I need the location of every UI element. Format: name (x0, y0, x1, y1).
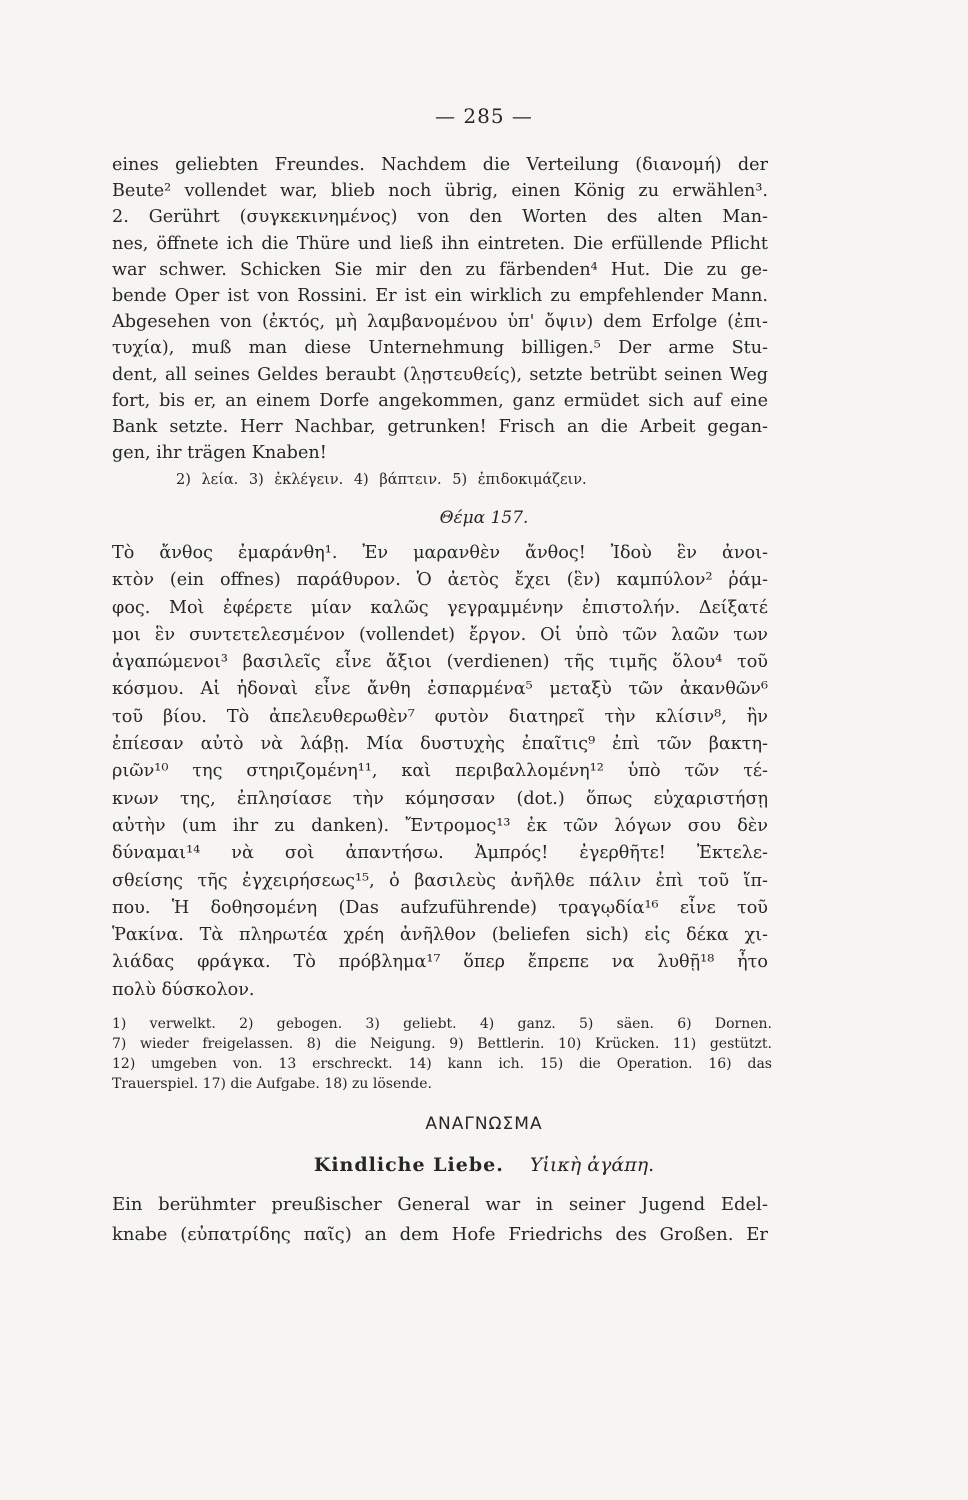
text-line: gen, ihr trägen Knaben! (112, 443, 327, 464)
text-line: war schwer. Schicken Sie mir den zu färbenden⁴ Hut. Die zu ge- (112, 259, 768, 280)
text-line: λιάδας φράγκα. Τὸ πρόβλημα¹⁷ ὅπερ ἔπρεπε να λυθῇ¹⁸ ἦτο (112, 952, 768, 973)
text-line: τυχία), muß man diese Unternehmung billigen.⁵ Der arme Stu- (112, 338, 768, 359)
text-line: bende Oper ist von Rossini. Er ist ein wirklich zu empfehlender Mann. (112, 286, 768, 307)
text-line: κόσμου. Αἱ ἡδοναὶ εἶνε ἄνθη ἐσπαρμένα⁵ μεταξὺ τῶν ἀκανθῶν⁶ (112, 679, 768, 700)
text-line: dent, all seines Geldes beraubt (λῃστευθείς), setzte betrübt seinen Weg (112, 364, 768, 385)
text-line: Bank setzte. Herr Nachbar, getrunken! Frisch an die Arbeit gegan- (112, 417, 768, 438)
text-line: Τὸ ἄνθος ἐμαράνθη¹. Ἐν μαρανθὲν ἄνθος! Ἰδοὺ ἓν ἀνοι- (112, 543, 768, 563)
footnotes-1: 2) λεία. 3) ἐκλέγειν. 4) βάπτειν. 5) ἐπιδοκιμάζειν. (176, 472, 587, 488)
text-line: αὐτὴν (um ihr zu danken). Ἔντρομος¹³ ἐκ τῶν λόγων σου δὲν (112, 815, 768, 836)
text-line: φος. Μοὶ ἐφέρετε μίαν καλῶς γεγραμμένην ἐπιστολήν. Δείξατέ (112, 597, 768, 618)
story-title-greek: Υἱικὴ ἀγάπη. (529, 1154, 655, 1176)
text-line: ἐπίεσαν αὐτὸ νὰ λάβῃ. Μία δυστυχὴς ἐπαῖτις⁹ ἐπὶ τῶν βακτη- (112, 734, 768, 755)
footnote-line: 7) wieder freigelassen. 8) die Neigung. 9) Bettlerin. 10) Krücken. 11) gestützt. (112, 1036, 772, 1052)
text-line: Ῥακίνα. Τὰ πληρωτέα χρέη ἀνῆλθον (beliefen sich) εἰς δέκα χι- (112, 925, 768, 946)
text-line: knabe (εὐπατρίδης παῖς) an dem Hofe Friedrichs des Großen. Er (112, 1224, 768, 1245)
text-line: τοῦ βίου. Τὸ ἀπελευθερωθὲν⁷ φυτὸν διατηρεῖ τὴν κλίσιν⁸, ἣν (112, 706, 768, 727)
reading-paragraph (112, 1190, 768, 1250)
text-line: Beute² vollendet war, blieb noch übrig, einen König zu erwählen³. (112, 181, 768, 202)
story-title-german: Kindliche Liebe. (313, 1154, 504, 1176)
text-line: κτὸν (ein offnes) παράθυρον. Ὁ ἀετὸς ἔχει (ἓν) καμπύλον² ῥάμ- (112, 570, 768, 591)
footnote-line: Trauerspiel. 17) die Aufgabe. 18) zu lösende. (112, 1076, 432, 1092)
section-heading: ΑΝΑΓΝΩΣΜΑ (425, 1114, 543, 1134)
text-line: δύναμαι¹⁴ νὰ σοὶ ἀπαντήσω. Ἀμπρός! ἐγερθῆτε! Ἐκτελε- (112, 843, 768, 864)
theme-title: Θέμα 157. (439, 508, 529, 528)
text-line: που. Ἡ δοθησομένη (Das aufzuführende) τραγῳδία¹⁶ εἶνε τοῦ (112, 897, 768, 918)
text-line: nes, öffnete ich die Thüre und ließ ihn eintreten. Die erfüllende Pflicht (112, 233, 768, 254)
footnote-line: 1) verwelkt. 2) gebogen. 3) geliebt. 4) ganz. 5) säen. 6) Dornen. (112, 1016, 772, 1032)
text-line: ριῶν¹⁰ της στηριζομένη¹¹, καὶ περιβαλλομένη¹² ὑπὸ τῶν τέ- (112, 761, 768, 782)
text-line: 2. Gerührt (συγκεκινημένος) von den Worten des alten Man- (112, 207, 768, 228)
text-line: fort, bis er, an einem Dorfe angekommen, ganz ermüdet sich auf eine (112, 390, 768, 411)
text-line: eines geliebten Freundes. Nachdem die Verteilung (διανομή) der (112, 155, 768, 175)
page-number: — 285 — (435, 104, 533, 128)
text-line: κνων της, ἐπλησίασε τὴν κόμησσαν (dot.) ὅπως εὐχαριστήσῃ (112, 788, 768, 809)
text-line: σθείσης τῆς ἐγχειρήσεως¹⁵, ὁ βασιλεὺς ἀνῆλθε πάλιν ἐπὶ τοῦ ἵπ- (112, 870, 768, 891)
story-title (0, 1154, 968, 1176)
footnote-line: 12) umgeben von. 13 erschreckt. 14) kann ich. 15) die Operation. 16) das (112, 1056, 772, 1072)
footnotes-2 (112, 1014, 772, 1094)
text-line: μοι ἓν συντετελεσμένον (vollendet) ἔργον. Οἱ ὑπὸ τῶν λαῶν των (112, 624, 768, 645)
text-line: πολὺ δύσκολον. (112, 979, 255, 1000)
exercise-paragraph-german (112, 152, 768, 466)
text-line: Abgesehen von (ἐκτός, μὴ λαμβανομένου ὑπ' ὄψιν) dem Erfolge (ἐπι- (112, 312, 768, 333)
text-line: Ein berühmter preußischer General war in seiner Jugend Edel- (112, 1194, 768, 1215)
exercise-paragraph-greek (112, 540, 768, 1004)
text-line: ἀγαπώμενοι³ βασιλεῖς εἶνε ἄξιοι (verdienen) τῆς τιμῆς ὅλου⁴ τοῦ (112, 652, 768, 673)
